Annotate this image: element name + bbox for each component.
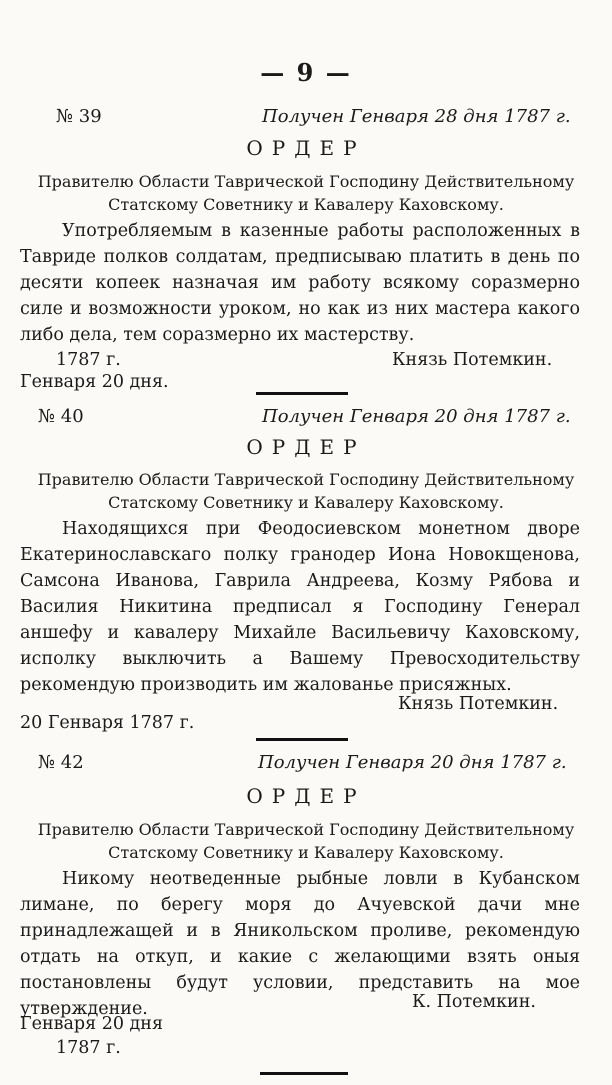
order-address-line2: Статскому Советнику и Кавалеру Каховскому.: [108, 195, 504, 214]
order-signature: К. Потемкин.: [412, 992, 536, 1012]
order-address-line2: Статскому Советнику и Кавалеру Каховскому.: [108, 843, 504, 862]
order-signature: Князь Потемкин.: [398, 694, 559, 714]
order-title: ОРДЕР: [246, 784, 366, 808]
order-address-line1: Правителю Области Таврической Господину Действительному: [37, 820, 575, 839]
order-date-line1: Генваря 20 дня: [20, 1014, 164, 1034]
order-date-line2: 1787 г.: [56, 1038, 121, 1058]
order-body: Никому неотведенные рыбные ловли в Кубанском лимане, по берегу моря до Ачуевской дачи мне принадлежащей и в Яникольском проливе, рекомендую отдать на откуп, и какие с желающими взять оныя постановлены будут условии, представить на мое утверждение.: [20, 869, 580, 1019]
order-body: Употребляемым в казенные работы расположенных в Тавриде полков солдатам, предписываю платить в день по десяти копеек назначая им работу всякому соразмерно силе и возможности уроком, но как из них мастера какого либо дела, тем соразмерно их мастерству.: [20, 221, 580, 345]
order-date-line1: 20 Генваря 1787 г.: [20, 713, 195, 733]
section-divider: [256, 738, 348, 741]
order-signature: Князь Потемкин.: [392, 350, 553, 370]
order-date-line2: Генваря 20 дня.: [20, 372, 169, 392]
order-title: ОРДЕР: [246, 435, 366, 459]
order-address-line2: Статскому Советнику и Кавалеру Каховскому.: [108, 493, 504, 512]
received-note: Получен Генваря 20 дня 1787 г.: [262, 406, 571, 427]
received-note: Получен Генваря 28 дня 1787 г.: [262, 106, 571, 127]
section-divider: [260, 1072, 348, 1075]
order-title: ОРДЕР: [246, 136, 366, 160]
order-date-line1: 1787 г.: [56, 350, 121, 370]
received-note: Получен Генваря 20 дня 1787 г.: [258, 752, 567, 773]
order-body: Находящихся при Феодосиевском монетном дворе Екатеринославскаго полку гранодер Иона Новокщенова, Самсона Иванова, Гаврила Андреева, Козму Рябова и Василия Никитина предписал я Господину Генерал аншефу и кавалеру Михайле Васильевичу Каховскому, исполку выключить а Вашему Превосходительству рекомендую производить им жалованье присяжных.: [20, 519, 580, 695]
order-address-line1: Правителю Области Таврической Господину Действительному: [37, 172, 575, 191]
order-number: № 42: [38, 752, 84, 773]
section-divider: [256, 392, 348, 395]
order-number: № 39: [56, 106, 102, 127]
page-number: — 9 —: [260, 58, 352, 87]
order-address-line1: Правителю Области Таврической Господину Действительному: [37, 470, 575, 489]
order-number: № 40: [38, 406, 84, 427]
